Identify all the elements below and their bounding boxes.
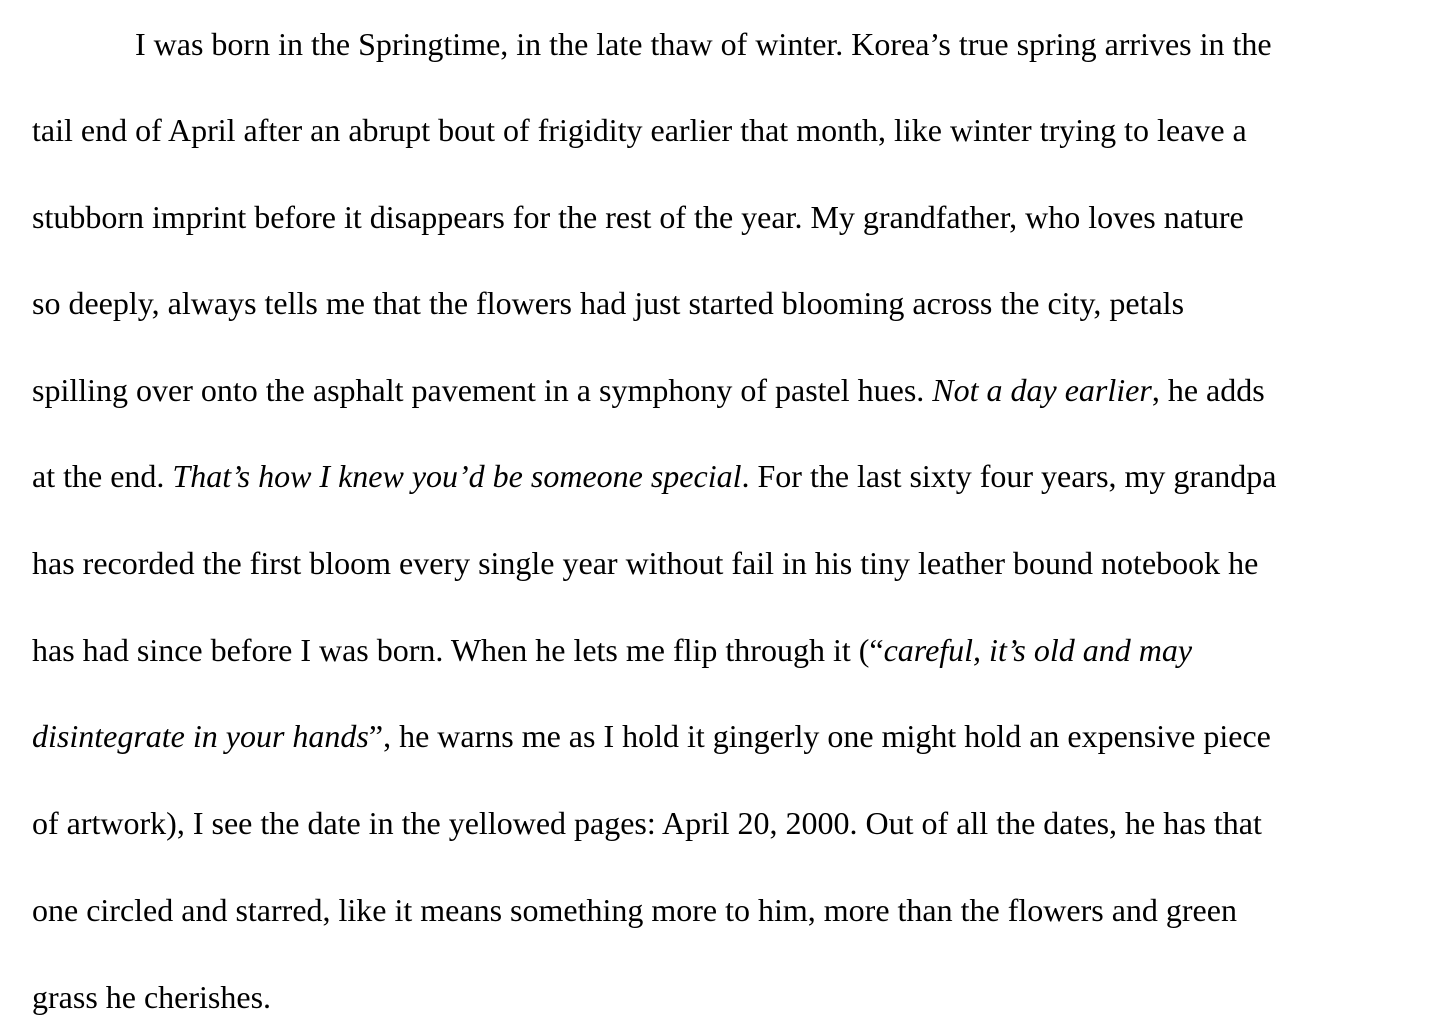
italic-quote: Not a day earlier: [932, 372, 1152, 408]
line-text: I was born in the Springtime, in the late thaw of winter. Korea’s true spring arrives in the: [135, 26, 1272, 62]
paragraph-line: [32, 543, 1258, 583]
line-text: grass he cherishes.: [32, 979, 272, 1015]
line-text: has had since before I was born. When he lets me flip through it (“: [32, 632, 884, 668]
line-text: tail end of April after an abrupt bout of frigidity earlier that month, like winter trying to leave a: [32, 112, 1247, 148]
paragraph-line: [32, 370, 1265, 410]
italic-quote: disintegrate in your hands: [32, 718, 369, 754]
line-text: of artwork), I see the date in the yellowed pages: April 20, 2000. Out of all the dates, he has that: [32, 805, 1262, 841]
paragraph-line: [32, 977, 271, 1017]
line-text: has recorded the first bloom every single year without fail in his tiny leather bound notebook he: [32, 545, 1259, 581]
line-text: stubborn imprint before it disappears for the rest of the year. My grandfather, who loves nature: [32, 199, 1244, 235]
line-text: , he adds: [1151, 372, 1265, 408]
paragraph-line: [32, 803, 1262, 843]
line-text: . For the last sixty four years, my grandpa: [741, 458, 1277, 494]
italic-quote: careful, it’s old and may: [883, 632, 1193, 668]
paragraph-line: [32, 110, 1247, 150]
italic-quote: That’s how I knew you’d be someone special: [172, 458, 742, 494]
line-text: ”, he warns me as I hold it gingerly one might hold an expensive piece: [368, 718, 1271, 754]
line-text: spilling over onto the asphalt pavement in a symphony of pastel hues.: [32, 372, 933, 408]
paragraph-line: [32, 456, 1276, 496]
paragraph-line: [32, 716, 1271, 756]
paragraph-line: [32, 283, 1184, 323]
line-text: one circled and starred, like it means something more to him, more than the flowers and green: [32, 892, 1237, 928]
line-text: so deeply, always tells me that the flowers had just started blooming across the city, petals: [32, 285, 1185, 321]
line-text: at the end.: [32, 458, 173, 494]
paragraph-line: [32, 197, 1244, 237]
paragraph-line: [32, 890, 1237, 930]
paragraph-line: [135, 24, 1272, 64]
paragraph-line: [32, 630, 1192, 670]
